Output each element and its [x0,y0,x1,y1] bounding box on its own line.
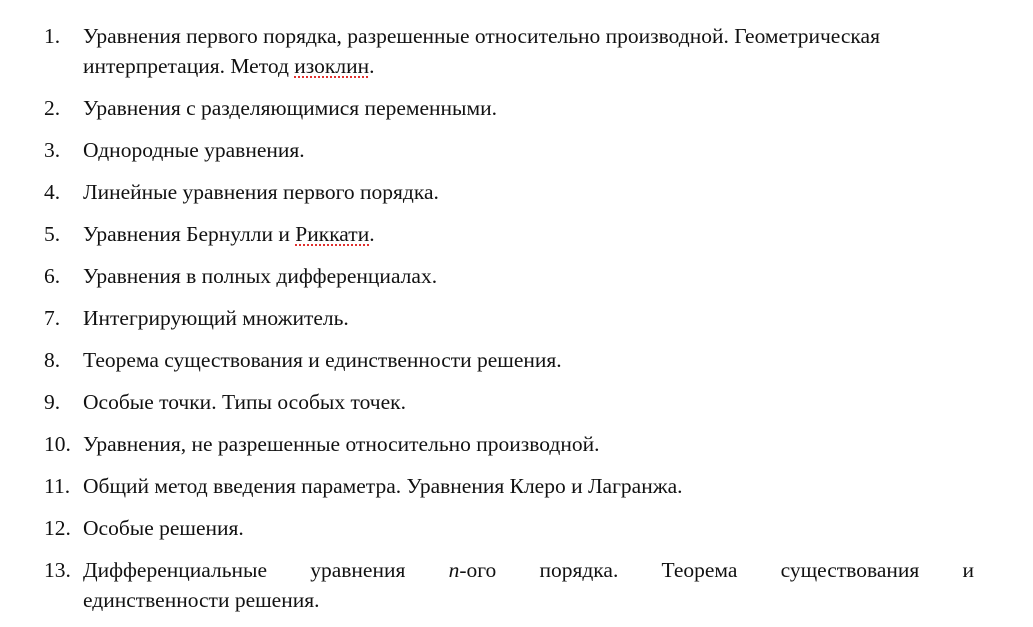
list-item [44,177,974,207]
word: порядка. [539,558,619,582]
list-item-text [83,555,974,615]
list-item-number: 7. [44,306,61,330]
list-item [44,471,974,501]
word: существования [780,558,920,582]
word: и [962,558,974,582]
italic-variable: n [448,558,460,582]
list-item-text: Однородные уравнения. [83,138,305,162]
list-item-text: Уравнения в полных дифференциалах. [83,264,438,288]
list-item-text: Теорема существования и единственности решения. [83,348,562,372]
word [449,555,497,585]
spellcheck-underlined-word[interactable]: изоклин [294,54,370,78]
list-item-number: 4. [44,180,61,204]
list-item-text [83,21,974,81]
list-item-text: Особые решения. [83,516,244,540]
list-item-text: Линейные уравнения первого порядка. [83,180,439,204]
list-item [44,555,974,615]
list-item-number: 9. [44,390,61,414]
list-item-number: 6. [44,264,61,288]
list-item [44,429,974,459]
word-suffix: -ого [459,558,497,582]
list-item [44,387,974,417]
list-item-number: 12. [44,516,71,540]
list-item-number: 8. [44,348,61,372]
list-item [44,219,974,249]
list-item [44,21,974,81]
list-item-text: Общий метод введения параметра. Уравнения Клеро и Лагранжа. [83,474,683,498]
spellcheck-underlined-word[interactable]: Риккати [295,222,370,246]
list-item-number: 11. [44,474,71,498]
list-item-text [83,219,974,249]
list-item [44,135,974,165]
list-item-text-part: . [369,222,375,246]
list-item-text-part: Уравнения первого порядка, разрешенные относительно производной. Геометрическая интерпретация. Метод [83,24,880,78]
list-item-number: 1. [44,24,61,48]
list-item-text-continuation: единственности решения. [83,588,320,612]
list-item [44,513,974,543]
list-item [44,261,974,291]
exam-topics-list [44,21,974,627]
list-item-number: 3. [44,138,61,162]
list-item-text: Уравнения, не разрешенные относительно производной. [83,432,600,456]
word: Дифференциальные [83,558,268,582]
justified-line [83,555,974,585]
word: уравнения [310,558,406,582]
list-item-number: 13. [44,558,71,582]
list-item-text: Уравнения с разделяющимися переменными. [83,96,497,120]
list-item-text: Интегрирующий множитель. [83,306,349,330]
word: Теорема [661,558,738,582]
list-item [44,345,974,375]
list-item-text-part: . [369,54,375,78]
list-item-number: 5. [44,222,61,246]
list-item [44,303,974,333]
list-item-number: 2. [44,96,61,120]
list-item [44,93,974,123]
list-item-number: 10. [44,432,71,456]
list-item-text-part: Уравнения Бернулли и [83,222,296,246]
list-item-text: Особые точки. Типы особых точек. [83,390,406,414]
